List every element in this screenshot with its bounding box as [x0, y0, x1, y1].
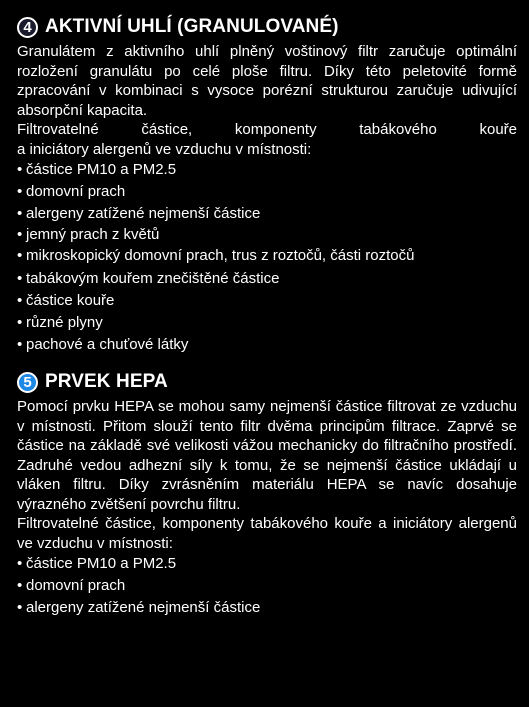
number-5-icon: 5: [17, 372, 38, 393]
section-heading: [17, 369, 517, 395]
list-item: • alergeny zatížené nejmenší částice: [17, 598, 261, 616]
section-title: PRVEK HEPA: [45, 371, 168, 393]
list-item: • pachové a chuťové látky: [17, 335, 189, 353]
section-hepa: [17, 369, 517, 618]
filterable-list: [17, 553, 517, 618]
list-item: • mikroskopický domovní prach, trus z roztočů, části roztočů: [17, 247, 415, 265]
list-item: • alergeny zatížené nejmenší částice: [17, 204, 261, 222]
list-item: • různé plyny: [17, 313, 103, 331]
list-item: • domovní prach: [17, 182, 126, 200]
filterable-list: [17, 159, 517, 355]
list-item: • tabákovým kouřem znečištěné částice: [17, 270, 280, 288]
list-item: • jemný prach z květů: [17, 226, 160, 244]
section-paragraph: Pomocí prvku HEPA se mohou samy nejmenší částice filtrovat ze vzduchu v místnosti. Přitom slouží tento filtr dvěma principům filtrace. Zaprvé se částice na základě své velikosti vážou mechanicky do filtračního prostředí. Zadruhé vedou adhezní síly k tomu, že se nejmenší částice ukládají u vláken filtru. Díky zvrásněním materiálu HEPA se navíc dosahuje výrazného zvětšení povrchu filtru.: [17, 398, 517, 513]
list-item: • domovní prach: [17, 577, 126, 595]
list-item: • částice PM10 a PM2.5: [17, 555, 177, 573]
filterable-intro-line: Filtrovatelné částice, komponenty tabákového kouře: [17, 121, 517, 138]
number-4-icon: 4: [17, 17, 38, 38]
section-title: AKTIVNÍ UHLÍ (GRANULOVANÉ): [45, 16, 339, 37]
list-item: • částice PM10 a PM2.5: [17, 161, 177, 178]
filterable-intro: Filtrovatelné částice, komponenty tabákového kouře a iniciátory alergenů ve vzduchu v místnosti:: [17, 515, 517, 552]
section-activated-carbon: [17, 14, 517, 355]
filterable-intro-line: a iniciátory alergenů ve vzduchu v místnosti:: [17, 140, 312, 158]
section-paragraph: Granulátem z aktivního uhlí plněný voštinový filtr zaručuje optimální rozložení granulátu po celé ploše filtru. Díky této peletovité formě zpracování v kombinaci s vysoce porézní strukturou zaručuje udivující absorpční kapacita.: [17, 43, 517, 119]
list-item: • částice kouře: [17, 291, 115, 309]
section-heading: [17, 14, 517, 40]
